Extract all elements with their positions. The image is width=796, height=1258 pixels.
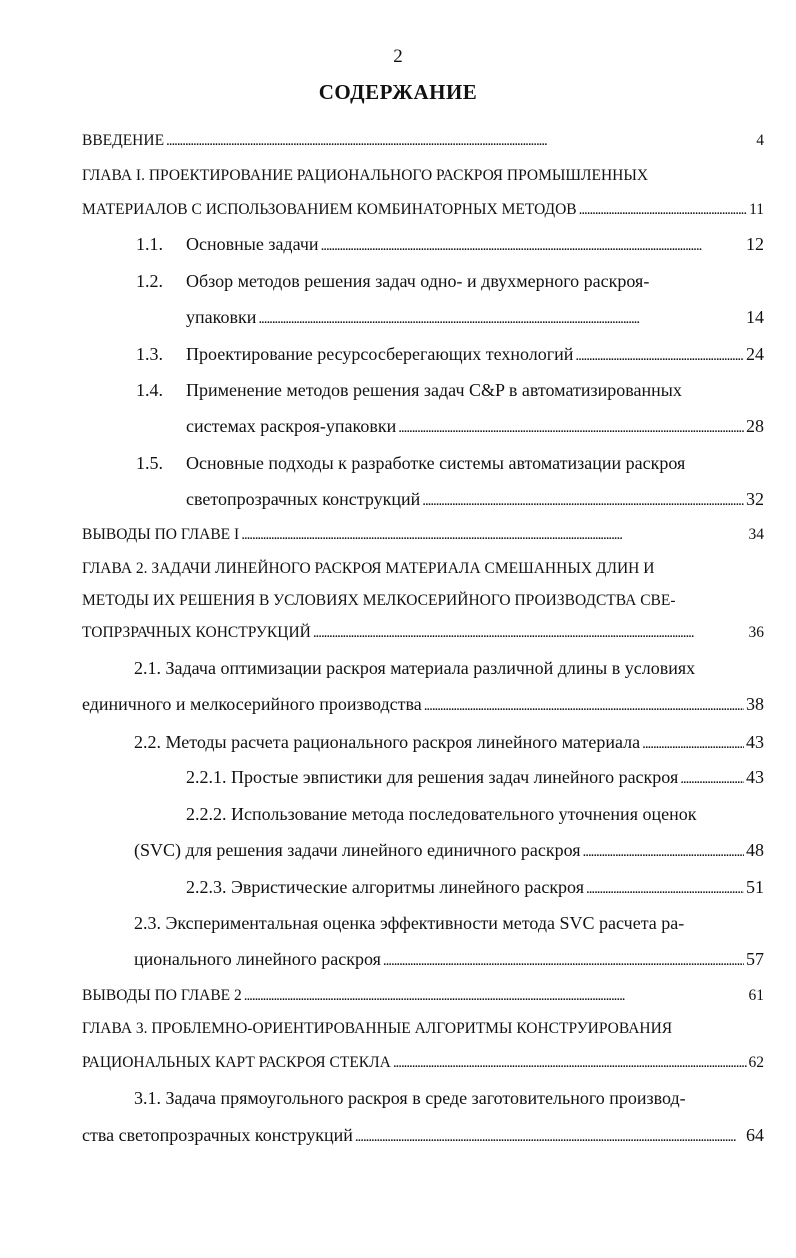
toc-page-number: 34 [748, 526, 764, 543]
toc-leader-dots [241, 522, 746, 548]
toc-page-number: 28 [746, 416, 764, 436]
toc-page-number: 48 [746, 840, 764, 860]
toc-entry-1-2-line1[interactable] [136, 268, 764, 294]
toc-entry-title: Основные задачи [186, 234, 319, 254]
toc-entry-1-2-line2[interactable] [186, 304, 764, 330]
toc-entry-title: системах раскроя-упаковки [186, 416, 397, 436]
toc-leader-dots [424, 693, 744, 719]
toc-page-number: 36 [748, 624, 764, 641]
toc-entry-2-3-line1[interactable] [134, 910, 764, 936]
toc-page-number: 62 [748, 1054, 764, 1071]
toc-page-number: 61 [748, 987, 764, 1004]
toc-leader-dots [583, 839, 744, 865]
toc-page-number: 64 [746, 1125, 764, 1145]
toc-entry-title: ТОПРЗРАЧНЫХ КОНСТРУКЦИЙ [82, 624, 311, 641]
toc-section-number: 1.2. [136, 271, 163, 291]
toc-page-number: 24 [746, 344, 764, 364]
toc-entry-title: ства светопрозрачных конструкций [82, 1125, 353, 1145]
toc-entry-intro[interactable] [82, 128, 764, 154]
toc-page-number: 43 [746, 767, 764, 787]
toc-page-number: 43 [746, 732, 764, 752]
toc-entry-1-4-line1[interactable] [136, 377, 764, 403]
toc-page-number: 4 [756, 132, 764, 149]
toc-entry-1-4-line2[interactable] [186, 413, 764, 439]
toc-entry-chapter2-line1[interactable] [82, 556, 764, 582]
toc-entry-title: ВВЕДЕНИЕ [82, 132, 165, 149]
toc-page-number: 14 [746, 307, 764, 327]
toc-entry-3-1-line2[interactable] [82, 1122, 764, 1148]
toc-entry-title: ционального линейного раскроя [134, 949, 381, 969]
toc-page-number: 12 [746, 234, 764, 254]
toc-page-number: 32 [746, 489, 764, 509]
toc-entry-chapter2-line2[interactable] [82, 588, 764, 614]
toc-section-number: 1.3. [136, 344, 163, 364]
toc-entry-2-3-line2[interactable] [134, 946, 764, 972]
toc-entry-1-3[interactable] [136, 341, 764, 367]
toc-leader-dots [422, 488, 744, 514]
toc-entry-conclusions-1[interactable] [82, 522, 764, 548]
toc-entry-1-1[interactable] [136, 231, 764, 257]
toc-section-number: 1.5. [136, 453, 163, 473]
toc-entry-1-5-line1[interactable] [136, 450, 764, 476]
toc-entry-chapter3-line2[interactable] [82, 1050, 764, 1076]
toc-entry-2-1-line1[interactable] [134, 655, 764, 681]
toc-leader-dots [321, 233, 744, 259]
toc-entry-title: ГЛАВА I. ПРОЕКТИРОВАНИЕ РАЦИОНАЛЬНОГО РАСКРОЯ ПРОМЫШЛЕННЫХ [82, 167, 649, 184]
toc-entry-title: ГЛАВА 2. ЗАДАЧИ ЛИНЕЙНОГО РАСКРОЯ МАТЕРИАЛА СМЕШАННЫХ ДЛИН И [82, 560, 655, 577]
toc-section-number: 1.1. [136, 234, 163, 254]
toc-entry-title: Проектирование ресурсосберегающих технологий [186, 344, 574, 364]
toc-page-number: 57 [746, 949, 764, 969]
toc-entry-conclusions-2[interactable] [82, 983, 764, 1009]
toc-entry-1-5-line2[interactable] [186, 486, 764, 512]
toc-entry-title: (SVC) для решения задачи линейного единичного раскроя [134, 840, 581, 860]
toc-leader-dots [166, 128, 754, 154]
toc-leader-dots [398, 415, 744, 441]
toc-entry-title: 2.3. Экспериментальная оценка эффективности метода SVC расчета ра- [134, 913, 685, 933]
toc-leader-dots [313, 620, 747, 646]
toc-page-number: 38 [746, 694, 764, 714]
toc-leader-dots [258, 306, 744, 332]
page-title: СОДЕРЖАНИЕ [318, 80, 478, 104]
toc-entry-2-1-line2[interactable] [82, 691, 764, 717]
toc-section-number: 1.4. [136, 380, 163, 400]
toc-entry-2-2-3[interactable] [186, 874, 764, 900]
toc-leader-dots [383, 948, 744, 974]
toc-entry-title: 2.2.2. Использование метода последовательного уточнения оценок [186, 804, 697, 824]
toc-entry-chapter2-line3[interactable] [82, 620, 764, 646]
toc-entry-title: светопрозрачных конструкций [186, 489, 421, 509]
toc-entry-title: 3.1. Задача прямоугольного раскроя в среде заготовительного производ- [134, 1088, 686, 1108]
toc-entry-2-2-1[interactable] [186, 764, 764, 790]
toc-entry-3-1-line1[interactable] [134, 1085, 764, 1111]
toc-entry-title: 2.2.3. Эвристические алгоритмы линейного раскроя [186, 877, 584, 897]
toc-entry-title: Обзор методов решения задач одно- и двухмерного раскроя- [186, 271, 650, 291]
toc-entry-title: ВЫВОДЫ ПО ГЛАВЕ 2 [82, 987, 242, 1004]
toc-leader-dots [586, 876, 744, 902]
toc-entry-title: МАТЕРИАЛОВ С ИСПОЛЬЗОВАНИЕМ КОМБИНАТОРНЫХ МЕТОДОВ [82, 201, 577, 218]
toc-entry-title: МЕТОДЫ ИХ РЕШЕНИЯ В УСЛОВИЯХ МЕЛКОСЕРИЙНОГО ПРОИЗВОДСТВА СВЕ- [82, 592, 676, 609]
toc-entry-title: 2.1. Задача оптимизации раскроя материала различной длины в условиях [134, 658, 696, 678]
toc-leader-dots [642, 731, 744, 757]
toc-entry-title: ВЫВОДЫ ПО ГЛАВЕ I [82, 526, 240, 543]
toc-entry-title: ГЛАВА 3. ПРОБЛЕМНО-ОРИЕНТИРОВАННЫЕ АЛГОРИТМЫ КОНСТРУИРОВАНИЯ [82, 1020, 673, 1037]
toc-leader-dots [680, 766, 744, 792]
toc-entry-2-2-2-line2[interactable] [134, 837, 764, 863]
toc-entry-chapter1-line2[interactable] [82, 197, 764, 223]
toc-leader-dots [575, 343, 744, 369]
toc-entry-title: Основные подходы к разработке системы автоматизации раскроя [186, 453, 686, 473]
toc-entry-title: 2.2.1. Простые эвпистики для решения задач линейного раскроя [186, 767, 679, 787]
toc-leader-dots [355, 1124, 744, 1150]
toc-entry-title: единичного и мелкосерийного производства [82, 694, 422, 714]
toc-leader-dots [579, 197, 747, 223]
toc-entry-title: Применение методов решения задач C&P в автоматизированных [186, 380, 682, 400]
page-number: 2 [393, 46, 403, 67]
toc-leader-dots [393, 1050, 747, 1076]
toc-page-number: 11 [749, 201, 764, 218]
toc-entry-title: РАЦИОНАЛЬНЫХ КАРТ РАСКРОЯ СТЕКЛА [82, 1054, 391, 1071]
toc-entry-2-2[interactable] [134, 729, 764, 755]
toc-entry-chapter3-line1[interactable] [82, 1016, 764, 1042]
toc-entry-title: упаковки [186, 307, 257, 327]
toc-entry-chapter1-line1[interactable] [82, 163, 764, 189]
toc-leader-dots [244, 983, 747, 1009]
toc-entry-title: 2.2. Методы расчета рационального раскроя линейного материала [134, 732, 641, 752]
toc-page-number: 51 [746, 877, 764, 897]
toc-entry-2-2-2-line1[interactable] [186, 801, 764, 827]
